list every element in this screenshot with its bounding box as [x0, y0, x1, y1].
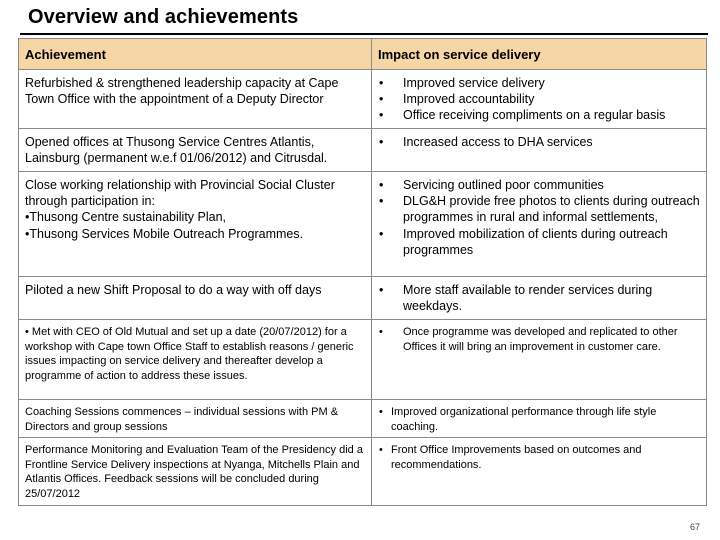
impact-cell — [372, 172, 707, 277]
achievement-text: • Met with CEO of Old Mutual and set up a date (20/07/2012) for a workshop with Cape town Office Staff to establish reasons / generic issues impacting on service delivery and thereafter develop a programme of action to address these issues. — [25, 326, 354, 382]
impact-bullet: • More staff available to render services during weekdays. — [378, 282, 701, 314]
impact-cell — [372, 400, 707, 438]
impact-bullet: • Office receiving compliments on a regular basis — [378, 107, 701, 123]
achievement-text: Opened offices at Thusong Service Centres Atlantis, Lainsburg (permanent w.e.f 01/06/2012) and Citrusdal. — [25, 135, 328, 166]
table-header-row — [19, 39, 707, 70]
impact-bullet: • DLG&H provide free photos to clients during outreach programmes in rural and informal settlements, — [378, 193, 701, 225]
impact-cell — [372, 320, 707, 400]
achievement-cell — [19, 129, 372, 172]
achievement-text: Performance Monitoring and Evaluation Team of the Presidency did a Frontline Service Delivery inspections at Nyanga, Mitchells Plain and Atlantis Offices. Feedback sessions will be concluded during 25/07/2012 — [25, 444, 363, 500]
page-number: 67 — [689, 522, 700, 532]
achievement-cell — [19, 438, 372, 505]
impact-bullet: • Front Office Improvements based on outcomes and recommendations. — [378, 443, 701, 472]
achievement-cell — [19, 400, 372, 438]
impact-bullet: • Improved accountability — [378, 91, 701, 107]
achievement-text: Piloted a new Shift Proposal to do a way with off days — [25, 283, 322, 297]
impact-cell — [372, 438, 707, 505]
table-row — [19, 400, 707, 438]
achievement-cell — [19, 70, 372, 129]
impact-cell — [372, 70, 707, 129]
table-row — [19, 438, 707, 505]
page-title: Overview and achievements — [28, 6, 299, 28]
impact-bullet: • Servicing outlined poor communities — [378, 177, 701, 193]
table-row — [19, 129, 707, 172]
achievement-cell — [19, 277, 372, 320]
achievements-table — [18, 38, 707, 506]
impact-bullet: • Improved service delivery — [378, 75, 701, 91]
achievement-text: Close working relationship with Provincial Social Cluster through participation in: — [25, 178, 335, 209]
header-impact: Impact on service delivery — [372, 39, 707, 70]
impact-bullet: • Improved mobilization of clients during outreach programmes — [378, 226, 701, 258]
impact-cell — [372, 277, 707, 320]
achievement-cell — [19, 320, 372, 400]
achievement-text: Coaching Sessions commences – individual sessions with PM & Directors and group sessions — [25, 406, 339, 433]
table-row — [19, 172, 707, 277]
impact-bullet: • Once programme was developed and replicated to other Offices it will bring an improvement in customer care. — [378, 325, 701, 354]
impact-bullet: • Improved organizational performance through life style coaching. — [378, 405, 701, 434]
impact-bullet: • Increased access to DHA services — [378, 134, 701, 150]
table-row — [19, 320, 707, 400]
title-underline — [20, 33, 708, 35]
achievement-text: Refurbished & strengthened leadership capacity at Cape Town Office with the appointment of a Deputy Director — [25, 76, 339, 107]
achievement-cell — [19, 172, 372, 277]
achievement-subitem: •Thusong Centre sustainability Plan, — [25, 210, 227, 225]
header-achievement: Achievement — [19, 39, 372, 70]
table-row — [19, 277, 707, 320]
impact-cell — [372, 129, 707, 172]
achievement-subitem: •Thusong Services Mobile Outreach Programmes. — [25, 226, 304, 241]
table-row — [19, 70, 707, 129]
